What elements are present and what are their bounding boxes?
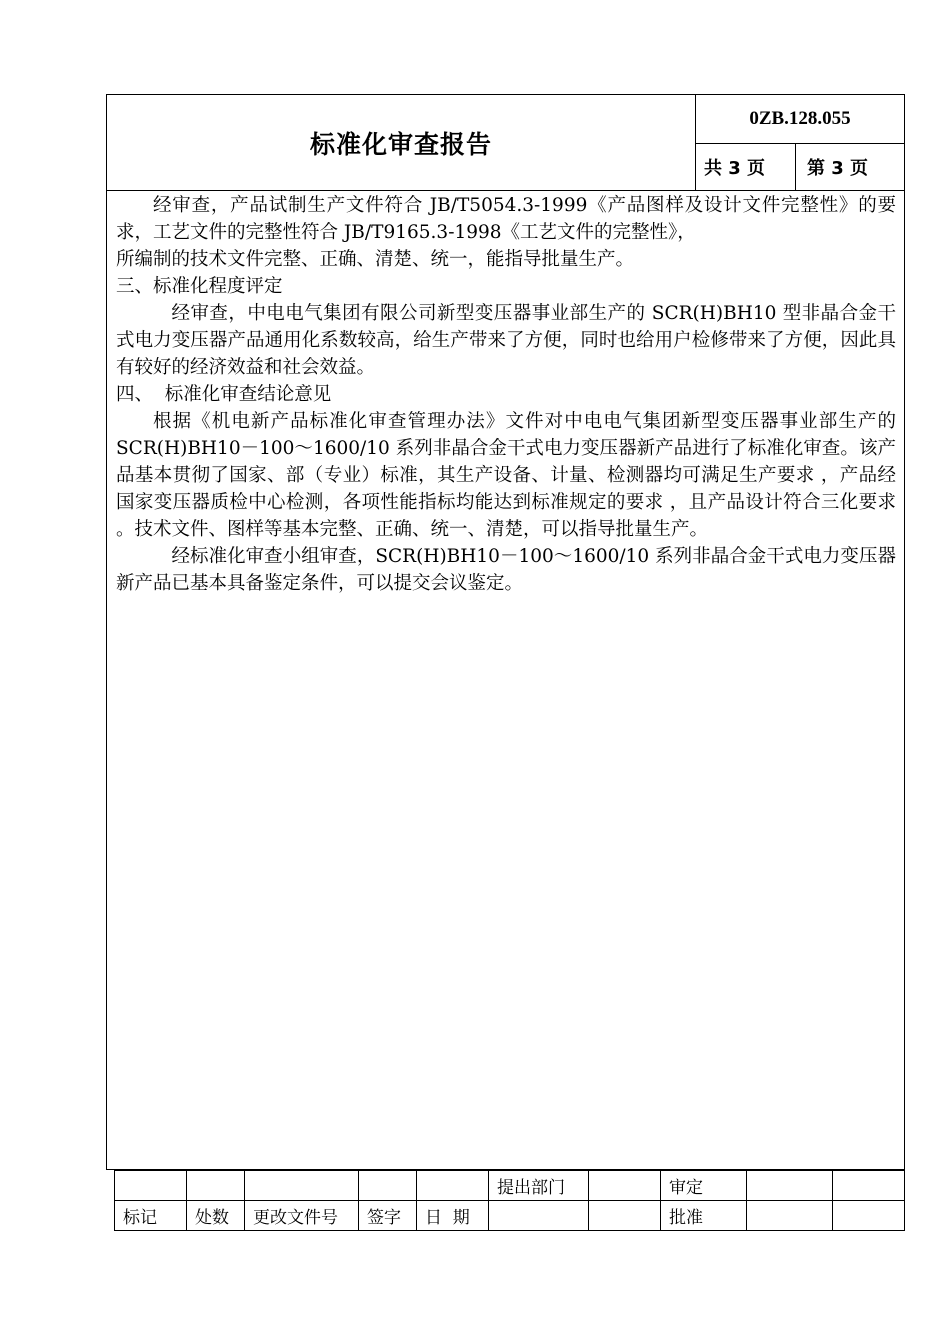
cell-change-doc-label: 更改文件号 — [245, 1201, 359, 1231]
cell-empty — [417, 1171, 489, 1201]
report-header — [107, 95, 904, 191]
current-page: 第 3 页 — [807, 158, 869, 179]
paragraph-standardization-degree: 经审查，中电电气集团有限公司新型变压器事业部生产的 SCR(H)BH10 型非晶合金干式电力变压器产品通用化系数较高，给生产带来了方便，同时也给用户检修带来了方便，因此具有较好的经济效益和社会效益。 — [116, 303, 896, 378]
section-heading-3: 三、标准化程度评定 — [116, 276, 283, 297]
cell-empty — [747, 1201, 833, 1231]
cell-empty — [589, 1171, 661, 1201]
title-cell — [107, 95, 696, 190]
cell-empty — [359, 1171, 417, 1201]
cell-empty — [489, 1201, 589, 1231]
section-heading-4: 四、 标准化审查结论意见 — [116, 384, 332, 405]
revision-row-1 — [115, 1171, 905, 1201]
cell-empty — [245, 1171, 359, 1201]
cell-empty — [833, 1171, 905, 1201]
cell-empty — [589, 1201, 661, 1231]
cell-empty — [115, 1171, 187, 1201]
report-title: 标准化审查报告 — [309, 129, 492, 159]
cell-count-label: 处数 — [187, 1201, 245, 1231]
cell-mark-label: 标记 — [115, 1201, 187, 1231]
document-code: 0ZB.128.055 — [696, 95, 904, 144]
cell-approve-label: 审定 — [661, 1171, 747, 1201]
report-body — [116, 192, 896, 597]
paragraph-conclusion: 根据《机电新产品标准化审查管理办法》文件对中电电气集团新型变压器事业部生产的 SCR(H)BH10－100～1600/10 系列非晶合金干式电力变压器新产品进行了标准化审查。该产品基本贯彻了国家、部（专业）标准，其生产设备、计量、检测器均可满足生产要求 ，产品经国家变压器质检中心检测，各项性能指标均能达到标准规定的要求 ，且产品设计符合三化要求 。技术文件、图样等基本完整、正确、统一、清楚，可以指导批量生产。 — [116, 411, 896, 540]
cell-empty — [833, 1201, 905, 1231]
paragraph-final: 经标准化审查小组审查，SCR(H)BH10－100～1600/10 系列非晶合金干式电力变压器新产品已基本具备鉴定条件，可以提交会议鉴定。 — [116, 546, 896, 594]
cell-empty — [747, 1171, 833, 1201]
cell-ratify-label: 批准 — [661, 1201, 747, 1231]
revision-row-2 — [115, 1201, 905, 1231]
paragraph-technical-docs: 所编制的技术文件完整、正确、清楚、统一，能指导批量生产。 — [116, 249, 635, 270]
report-frame — [106, 94, 905, 1170]
total-pages: 共 3 页 — [696, 144, 796, 190]
cell-empty — [187, 1171, 245, 1201]
cell-sign-label: 签字 — [359, 1201, 417, 1231]
cell-dept-label: 提出部门 — [489, 1171, 589, 1201]
revision-table — [114, 1170, 905, 1231]
cell-date-label: 日 期 — [417, 1201, 489, 1231]
paragraph-completeness: 经审查，产品试制生产文件符合 JB/T5054.3-1999《产品图样及设计文件完整性》的要求，工艺文件的完整性符合 JB/T9165.3-1998《工艺文件的完整性》， — [116, 195, 896, 243]
